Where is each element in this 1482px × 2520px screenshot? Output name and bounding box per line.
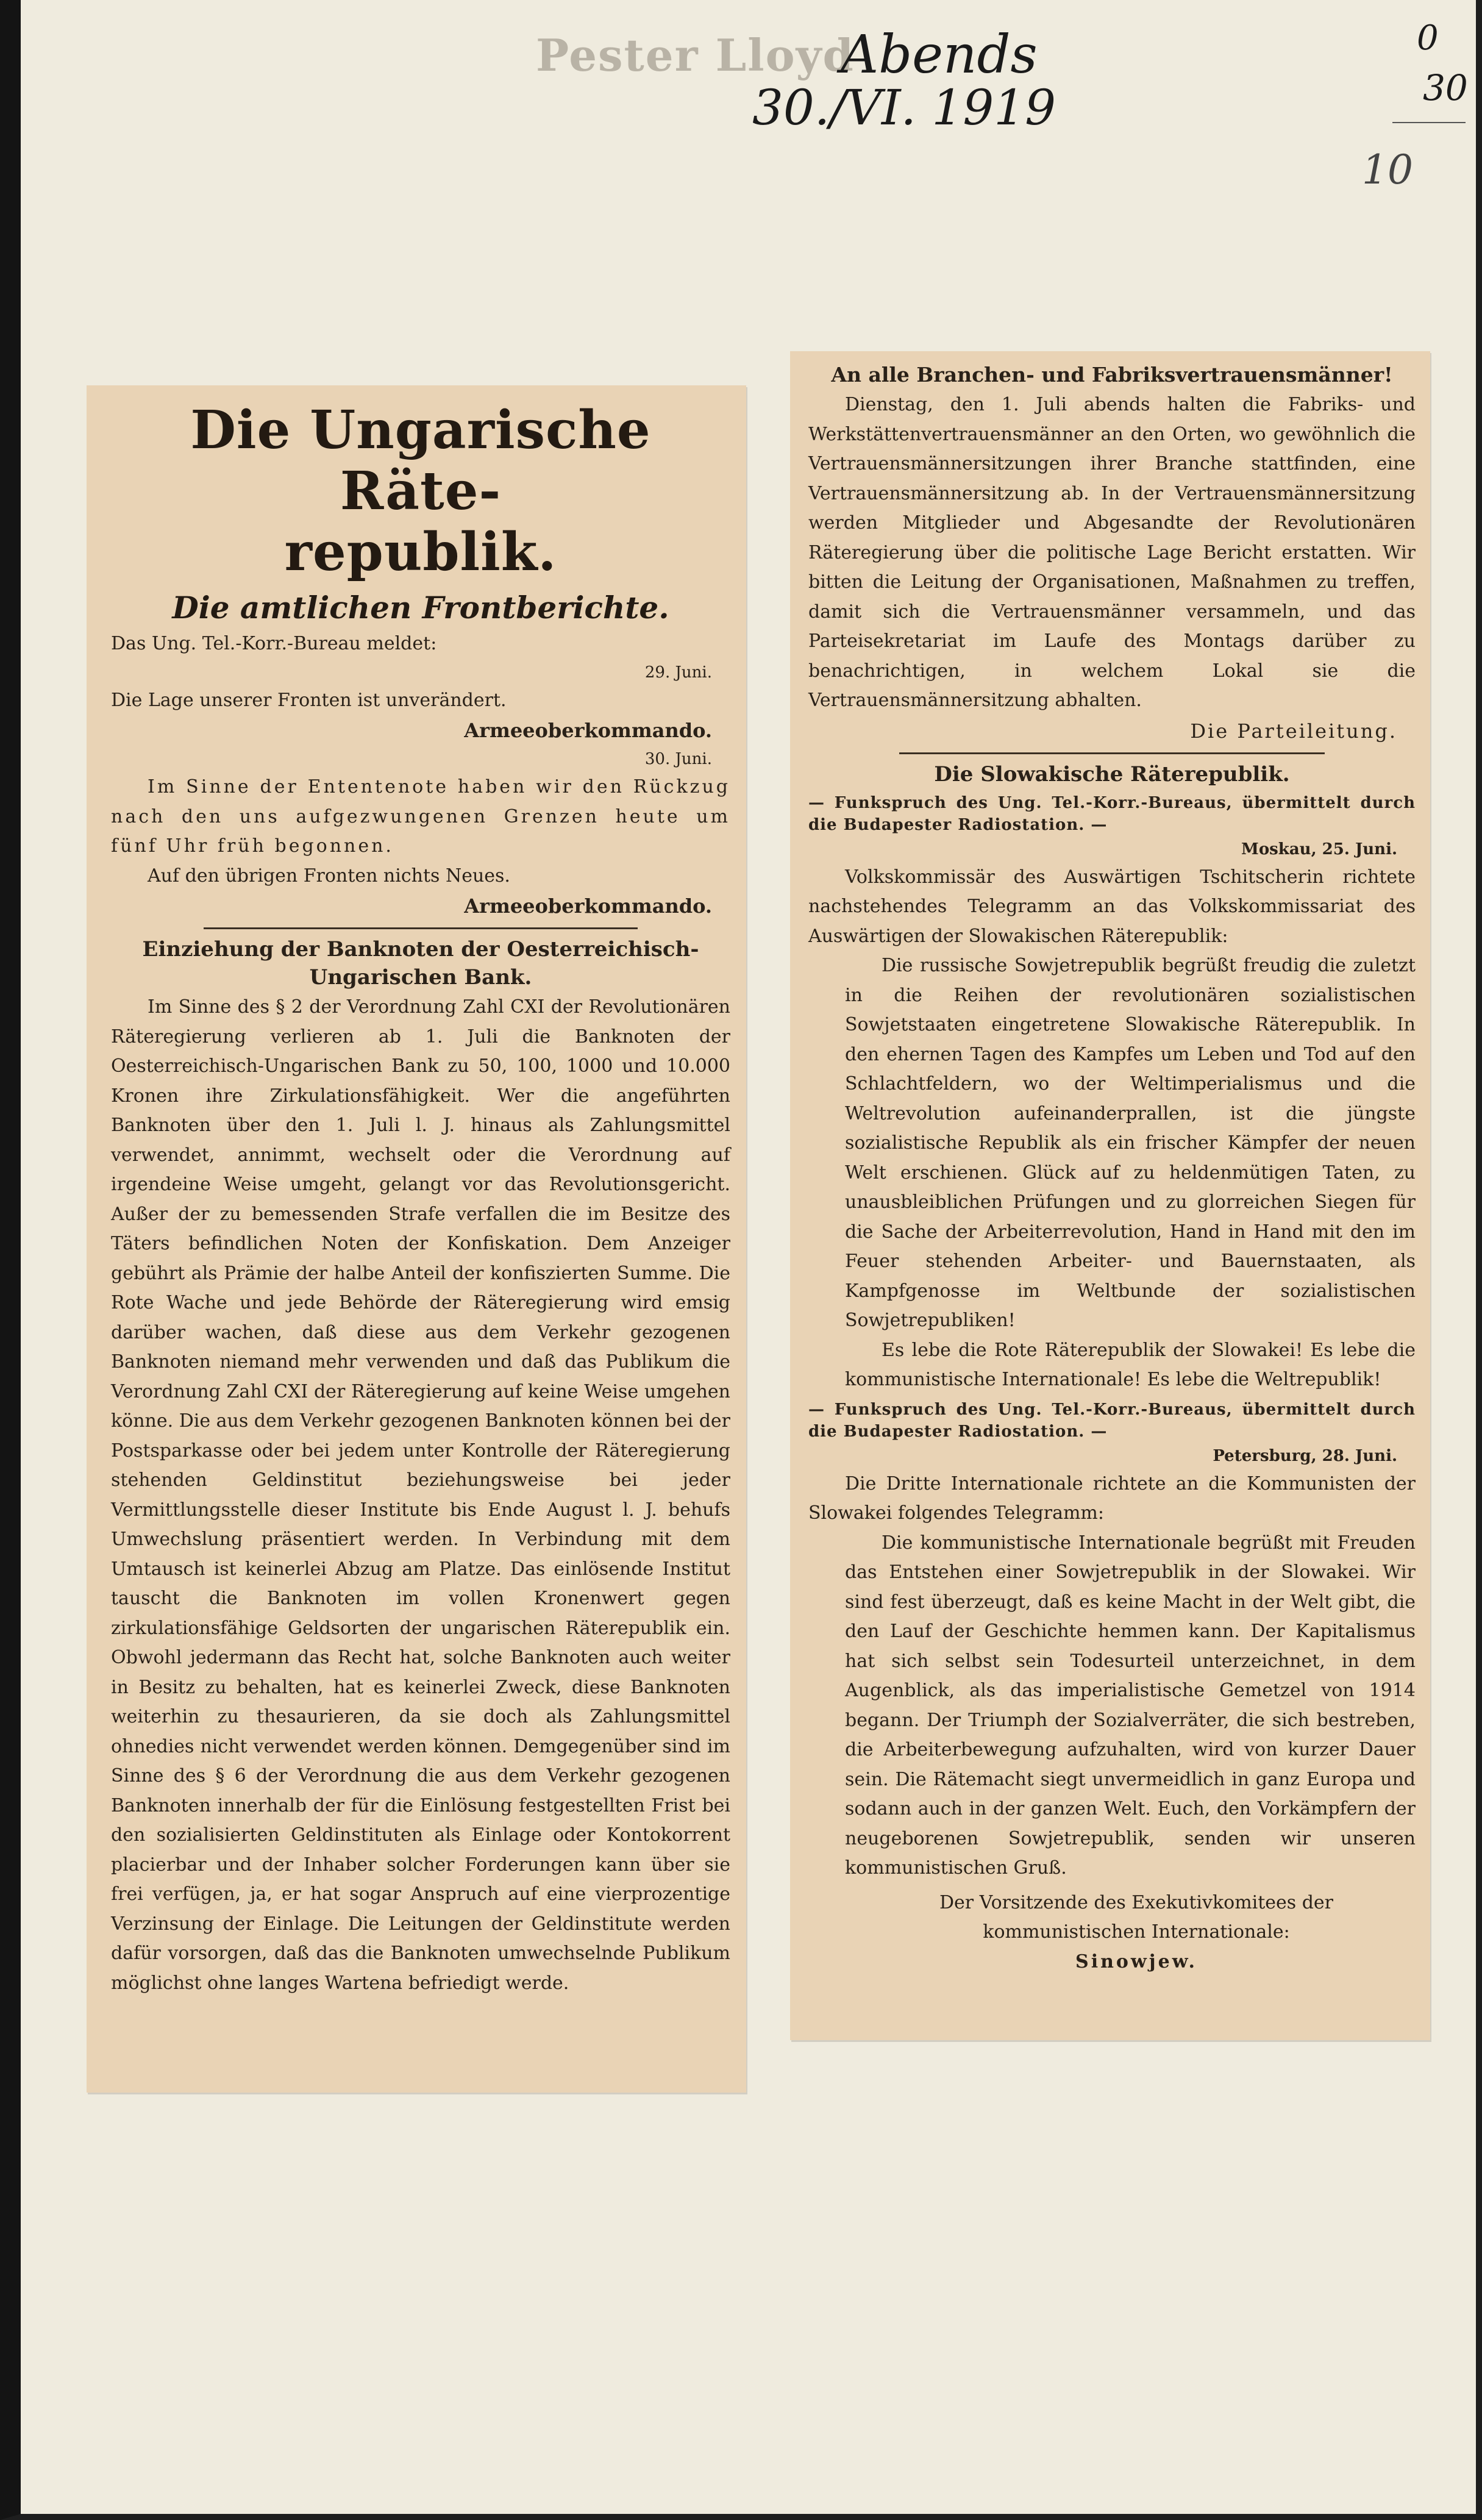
page-number: 10 bbox=[1362, 146, 1413, 193]
banknote-section-title: Einziehung der Banknoten der Oesterreichisch-Ungarischen Bank. bbox=[142, 937, 699, 990]
banknote-section-body: Im Sinne des § 2 der Verordnung Zahl CXI der Revolutionären Räteregierung verlieren ab 1. Juli die Banknoten der Oesterreichisch-Ungarischen Bank zu 50, 100, 1000 und 10.000 Kronen ihre Zirkulationsfähigkeit. Wer die angeführten Banknoten über den 1. Juli l. J. hinaus als Zahlungsmittel verwendet, annimmt, wechselt oder die Verordnung auf irgendeine Weise umgeht, gelangt vor das Revolutionsgericht. Außer der zu bemessenden Strafe verfallen die im Besitze des Täters befindlichen Noten der Konfiskation. Dem Anzeiger gebührt als Prämie der halbe Anteil der konfiszierten Summe. Die Rote Wache und jede Behörde der Räteregierung wird emsig darüber wachen, daß diese aus dem Verkehr gezogenen Banknoten niemand mehr verwenden und daß das Publikum die Verordnung Zahl CXI der Räteregierung auf keine Weise umgehen könne. Die aus dem Verkehr gezogenen Banknoten können bei der Postsparkasse oder bei jedem unter Kontrolle der Räteregierung stehenden Geldinstitut beziehungsweise bei jeder Vermittlungsstelle dieser Institute bis Ende August l. J. behufs Umwechslung präsentiert werden. In Verbindung mit dem Umtausch ist keinerlei Abzug am Platze. Das einlösende Institut tauscht die Banknoten im vollen Kronenwert gegen zirkulationsfähige Geldsorten der ungarischen Räterepublik ein. Obwohl jedermann das Recht hat, solche Banknoten auch weiter in Besitz zu behalten, hat es keinerlei Zweck, diese Banknoten weiterhin zu thesaurieren, da sie doch als Zahlungsmittel ohnedies nicht verwendet werden können. Demgegenüber sind im Sinne des § 6 der Verordnung die aus dem Verkehr gezogenen Banknoten innerhalb der für die Einlösung festgestellten Frist bei den sozialisierten Geldinstituten als Einlage oder Kontokorrent placierbar und der Inhaber solcher Forderungen kann über sie frei verfügen, ja, er hat sogar Anspruch auf eine vierprozentige Verzinsung der Einlage. Die Leitungen der Geldinstitute werden dafür vorsorgen, daß das die Banknoten umwechselnde Publikum möglichst ohne langes Wartena befriedigt werde. bbox=[111, 996, 730, 1994]
report-date-1: 29. Juni. bbox=[644, 663, 712, 682]
slovak-title: Die Slowakische Räterepublik. bbox=[934, 762, 1290, 787]
notice-body: Dienstag, den 1. Juli abends halten die Fabriks- und Werkstättenvertrauensmänner an den Orten, wo gewöhnlich die Vertrauensmännersitzungen ihrer Branche stattfinden, eine Vertrauensmännersitzung ab. In der Vertrauensmännersitzung werden Mitglieder und Abgesandte der Revolutionären Räteregierung über die politische Lage Bericht erstatten. Wir bitten die Leitung der Organisationen, Maßnahmen zu treffen, damit sich die Vertrauensmänner versammeln, und das Parteisekretariat im Laufe des Montags darüber zu benachrichtigen, in welchem Lokal sie die Vertrauensmännersitzung abhalten. bbox=[808, 394, 1416, 711]
moscow-telegram: Die russische Sowjetrepublik begrüßt freudig die zuletzt in die Reihen der revolutionären sozialistischen Sowjetstaaten eingetretene Slowakische Räterepublik. In den ehernen Tagen des Kampfes um Leben und Tod auf den Schlachtfeldern, wo der Weltimperialismus und die Weltrevolution aufeinanderprallen, ist die jüngste sozialistische Republik als ein frischer Kämpfer der neuen Welt erschienen. Glück auf zu heldenmütigen Taten, zu unausbleiblichen Prüfungen und zu glorreichen Siegen für die Sache der Arbeiterrevolution, Hand in Hand mit den im Feuer stehenden Arbeiter- und Bauernstaaten, als Kampfgenosse im Weltbunde der sozialistischen Sowjetrepubliken! bbox=[845, 955, 1416, 1331]
front-report-2b: Auf den übrigen Fronten nichts Neues. bbox=[148, 865, 510, 887]
bureau-intro: Das Ung. Tel.-Korr.-Bureau meldet: bbox=[111, 633, 437, 654]
top-right-code: 0 bbox=[1417, 18, 1439, 58]
report-date-2: 30. Juni. bbox=[644, 750, 712, 768]
radio-dispatch-1: — Funkspruch des Ung. Tel.-Korr.-Bureaus, übermittelt durch die Budapester Radiostation. — bbox=[808, 793, 1416, 834]
top-right-underline bbox=[1392, 122, 1466, 123]
petersburg-intro: Die Dritte Internationale richtete an die Kommunisten der Slowakei folgendes Telegramm: bbox=[808, 1472, 1416, 1524]
left-clipping bbox=[87, 385, 746, 2093]
moscow-dateline: Moskau, 25. Juni. bbox=[1241, 840, 1397, 858]
petersburg-dateline: Petersburg, 28. Juni. bbox=[1213, 1446, 1397, 1465]
closing-signature: Sinowjew. bbox=[1075, 1951, 1197, 1972]
moscow-telegram-closing: Es lebe die Rote Räterepublik der Slowakei! Es lebe die kommunistische Internationale! Es lebe die Weltrepublik! bbox=[845, 1339, 1416, 1390]
closing-line-2: kommunistischen Internationale: bbox=[983, 1921, 1290, 1943]
report-signature-2: Armeeoberkommando. bbox=[464, 894, 712, 918]
edition-handwriting: Abends bbox=[841, 24, 1038, 85]
radio-dispatch-2: — Funkspruch des Ung. Tel.-Korr.-Bureaus, übermittelt durch die Budapester Radiostation. — bbox=[808, 1400, 1416, 1441]
notice-divider bbox=[899, 752, 1324, 754]
closing-line-1: Der Vorsitzende des Exekutivkomitees der bbox=[939, 1891, 1334, 1913]
article-title-line2: republik. bbox=[284, 521, 557, 583]
date-handwriting: 30./VI. 1919 bbox=[752, 79, 1056, 136]
article-title-line1: Die Ungarische Räte- bbox=[190, 399, 651, 522]
notice-title: An alle Branchen- und Fabriksvertrauensmänner! bbox=[831, 363, 1393, 387]
petersburg-telegram: Die kommunistische Internationale begrüßt mit Freuden das Entstehen einer Sowjetrepublik in der Slowakei. Wir sind fest überzeugt, daß es keine Macht in der Welt gibt, die den Lauf der Geschichte hemmen kann. Der Kapitalismus hat sich selbst sein Todesurteil unterzeichnet, in dem Augenblick, als das imperialistische Gemetzel von 1914 begann. Der Triumph der Sozialverräter, die sich bestreben, die Arbeiterbewegung aufzuhalten, wird von kurzer Dauer sein. Die Rätemacht siegt unvermeidlich in ganz Europa und sodann auch in der ganzen Welt. Euch, den Vorkämpfern der neugeborenen Sowjetrepublik, senden wir unseren kommunistischen Gruß. bbox=[845, 1532, 1416, 1879]
top-right-number: 30 bbox=[1423, 67, 1468, 109]
publication-stamp: Pester Lloyd bbox=[536, 29, 855, 81]
section-divider bbox=[204, 927, 637, 929]
article-subtitle: Die amtlichen Frontberichte. bbox=[172, 590, 669, 626]
notice-signature: Die Parteileitung. bbox=[1190, 719, 1397, 743]
moscow-intro: Volkskommissär des Auswärtigen Tschitscherin richtete nachstehendes Telegramm an das Volkskommissariat des Auswärtigen der Slowakischen Räterepublik: bbox=[808, 866, 1416, 947]
front-report-2: Im Sinne der Ententenote haben wir den Rückzug nach den uns aufgezwungenen Grenzen heute um fünf Uhr früh begonnen. bbox=[111, 776, 730, 857]
right-clipping bbox=[790, 351, 1430, 2040]
report-signature-1: Armeeoberkommando. bbox=[464, 719, 712, 742]
front-report-1: Die Lage unserer Fronten ist unverändert. bbox=[111, 689, 507, 711]
